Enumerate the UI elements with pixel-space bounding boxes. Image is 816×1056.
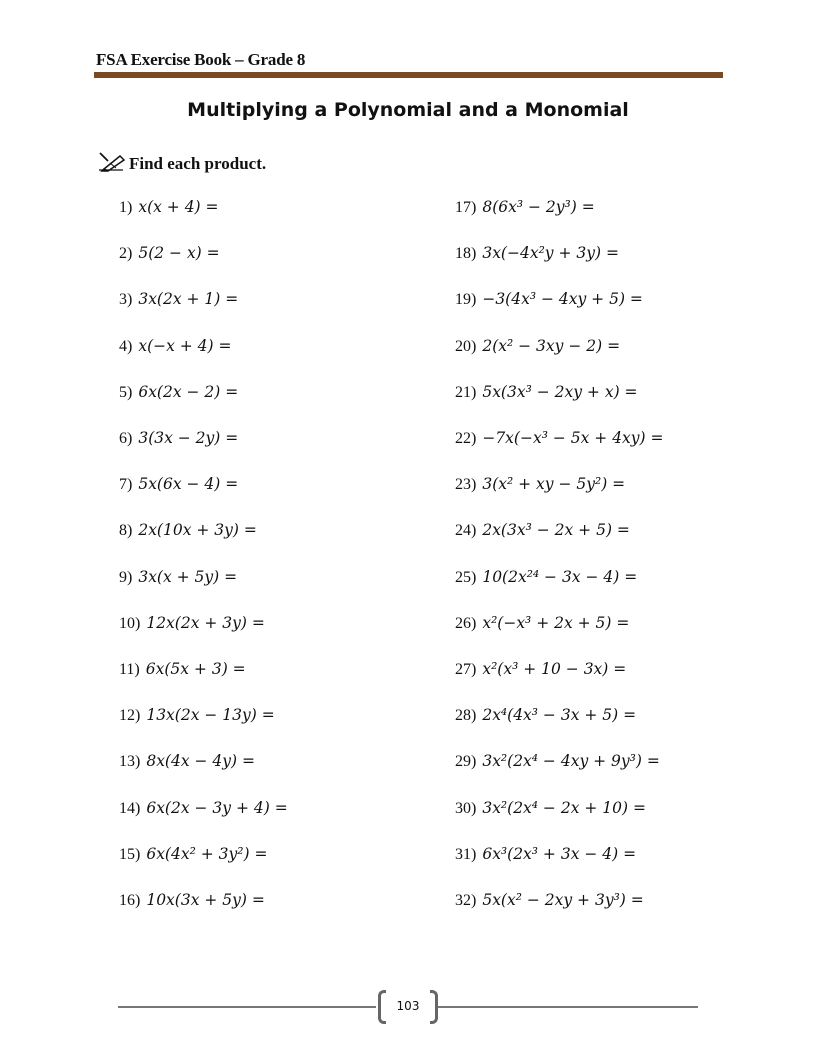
problem-item — [119, 337, 232, 356]
problem-number: 8) — [119, 522, 133, 540]
problem-number: 6) — [119, 430, 133, 447]
problem-number: 31) — [455, 845, 477, 863]
page-title: Multiplying a Polynomial and a Monomial — [187, 99, 629, 121]
pencil-icon — [98, 150, 129, 177]
problem-item — [119, 891, 265, 910]
problem-expression: 3x(2x + 1) = — [138, 290, 239, 309]
problem-expression: −3(4x³ − 4xy + 5) = — [482, 290, 643, 309]
problem-item — [455, 799, 646, 818]
problem-expression: 10(2x²⁴ − 3x − 4) = — [482, 567, 638, 586]
problem-number: 23) — [455, 476, 477, 494]
problem-expression: 2x⁴(4x³ − 3x + 5) = — [482, 706, 637, 725]
problem-item — [119, 429, 238, 448]
header-rule — [94, 72, 723, 78]
problem-number: 2) — [119, 245, 133, 263]
problem-item — [455, 752, 660, 771]
problem-number: 19) — [455, 291, 477, 309]
problem-expression: 2x(10x + 3y) = — [138, 521, 257, 540]
problem-item — [455, 383, 638, 402]
problem-item — [455, 845, 636, 864]
problem-item — [455, 337, 620, 356]
problem-number: 18) — [455, 245, 477, 263]
problem-expression: 6x³(2x³ + 3x − 4) = — [482, 844, 637, 863]
problem-expression: x(x + 4) = — [138, 198, 219, 216]
problem-expression: 6x(2x − 2) = — [138, 382, 239, 401]
problem-expression: 2x(3x³ − 2x + 5) = — [482, 521, 630, 540]
problem-number: 16) — [119, 892, 141, 909]
problem-item — [119, 383, 238, 402]
book-title: FSA Exercise Book – Grade 8 — [96, 50, 306, 69]
page-number: 103 — [396, 999, 420, 1013]
problem-number: 25) — [455, 568, 477, 586]
problem-expression: 6x(4x² + 3y²) = — [146, 844, 268, 863]
problem-number: 26) — [455, 614, 477, 632]
problem-item — [455, 891, 644, 910]
footer-left-bracket — [378, 990, 386, 1024]
problem-number: 24) — [455, 522, 477, 540]
problem-item — [455, 429, 664, 448]
problem-expression: 3x(−4x²y + 3y) = — [482, 244, 619, 263]
problem-item — [119, 521, 257, 540]
footer-right-bracket — [430, 990, 438, 1024]
problem-item — [455, 660, 626, 679]
problem-number: 14) — [119, 799, 141, 817]
footer-rule-right — [438, 1006, 698, 1008]
problem-expression: 3(x² + xy − 5y²) = — [482, 475, 626, 494]
problem-expression: 5(2 − x) = — [138, 244, 220, 263]
problem-item — [119, 799, 288, 818]
instruction — [98, 150, 266, 177]
problem-number: 5) — [119, 383, 133, 401]
problem-number: 32) — [455, 892, 477, 909]
problem-number: 4) — [119, 337, 133, 355]
problem-number: 10) — [119, 614, 141, 632]
problem-item — [455, 614, 629, 633]
problem-number: 29) — [455, 753, 477, 771]
problem-item — [119, 752, 255, 771]
footer-rule-left — [118, 1006, 376, 1008]
problem-expression: 3x²(2x⁴ − 4xy + 9y³) = — [482, 752, 660, 771]
problem-number: 17) — [455, 199, 477, 216]
instruction-text: Find each product. — [129, 153, 267, 173]
problem-expression: 10x(3x + 5y) = — [146, 891, 265, 909]
problem-item — [119, 290, 238, 309]
problem-expression: −7x(−x³ − 5x + 4xy) = — [482, 429, 664, 447]
problem-number: 15) — [119, 845, 141, 863]
problem-item — [455, 244, 619, 263]
problem-expression: 3x²(2x⁴ − 2x + 10) = — [482, 798, 646, 817]
problem-expression: x²(x³ + 10 − 3x) = — [482, 660, 627, 678]
problem-expression: 8(6x³ − 2y³) = — [482, 198, 595, 216]
problem-number: 13) — [119, 753, 141, 771]
problem-number: 21) — [455, 383, 477, 401]
problem-item — [455, 198, 595, 217]
problem-item — [119, 244, 220, 263]
problem-expression: 13x(2x − 13y) = — [146, 706, 275, 725]
problem-expression: 5x(3x³ − 2xy + x) = — [482, 382, 638, 401]
problem-number: 11) — [119, 661, 140, 678]
problem-item — [119, 475, 238, 494]
problem-item — [455, 475, 625, 494]
problem-item — [119, 568, 237, 587]
problem-expression: 2(x² − 3xy − 2) = — [482, 336, 621, 355]
problem-item — [119, 845, 267, 864]
problem-expression: x(−x + 4) = — [138, 336, 232, 355]
problem-expression: 3(3x − 2y) = — [138, 429, 239, 447]
problem-number: 1) — [119, 199, 133, 216]
problem-expression: 5x(x² − 2xy + 3y³) = — [482, 891, 644, 909]
problem-number: 30) — [455, 799, 477, 817]
problem-number: 3) — [119, 291, 133, 309]
problem-number: 20) — [455, 337, 477, 355]
problem-item — [119, 660, 246, 679]
problem-item — [119, 198, 219, 217]
problem-item — [119, 706, 275, 725]
problem-item — [455, 568, 637, 587]
problem-number: 12) — [119, 707, 141, 725]
problem-number: 9) — [119, 568, 133, 586]
problem-item — [119, 614, 265, 633]
problem-expression: 5x(6x − 4) = — [138, 475, 239, 494]
problem-item — [455, 521, 630, 540]
problem-expression: x²(−x³ + 2x + 5) = — [482, 613, 630, 632]
problem-number: 28) — [455, 707, 477, 725]
problem-expression: 6x(2x − 3y + 4) = — [146, 798, 288, 817]
problem-item — [455, 706, 636, 725]
problem-expression: 3x(x + 5y) = — [138, 567, 238, 586]
problem-expression: 8x(4x − 4y) = — [146, 752, 256, 771]
problem-number: 22) — [455, 430, 477, 447]
problem-expression: 12x(2x + 3y) = — [146, 613, 265, 632]
problem-number: 27) — [455, 661, 477, 678]
problem-expression: 6x(5x + 3) = — [145, 660, 246, 678]
problem-item — [455, 290, 643, 309]
problem-number: 7) — [119, 476, 133, 494]
